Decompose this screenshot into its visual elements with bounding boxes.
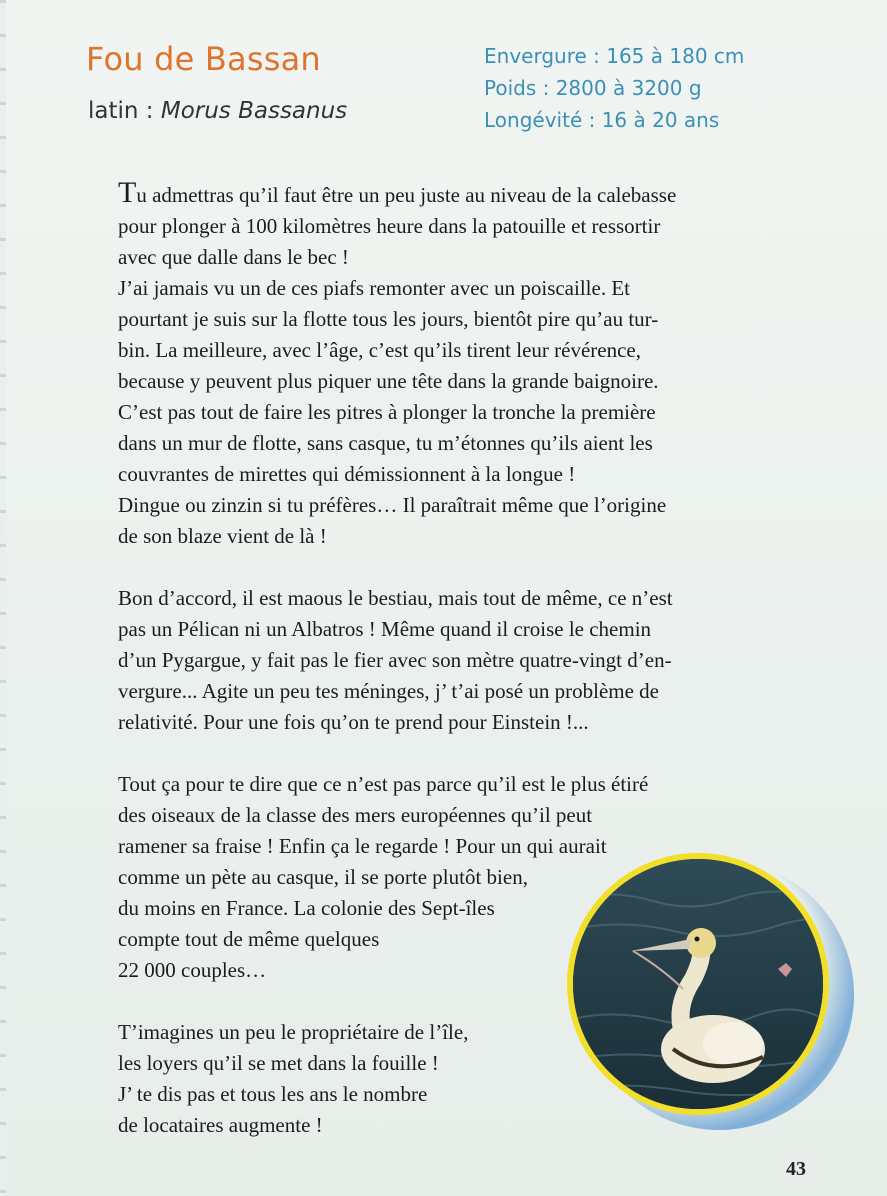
text-line: J’ te dis pas et tous les ans le nombre: [118, 1082, 428, 1106]
drop-cap: T: [118, 176, 137, 209]
gannet-photo: [567, 853, 829, 1115]
text-line: de son blaze vient de là !: [118, 524, 327, 548]
text-line: pour plonger à 100 kilomètres heure dans la patouille et ressortir: [118, 214, 661, 238]
fact-longevity: Longévité : 16 à 20 ans: [484, 108, 720, 132]
text-line: bin. La meilleure, avec l’âge, c’est qu’ils tirent leur révérence,: [118, 338, 641, 362]
paragraph-1: [118, 176, 768, 552]
text-line: ramener sa fraise ! Enfin ça le regarde ! Pour un qui aurait: [118, 834, 607, 858]
page-title: Fou de Bassan: [86, 40, 321, 78]
text-line: d’un Pygargue, y fait pas le fier avec son mètre quatre-vingt d’en-: [118, 648, 672, 672]
text-line: pourtant je suis sur la flotte tous les jours, bientôt pire qu’au tur-: [118, 307, 659, 331]
text-line: du moins en France. La colonie des Sept-îles: [118, 896, 495, 920]
text-line: because y peuvent plus piquer une tête dans la grande baignoire.: [118, 369, 659, 393]
text-line-content: u admettras qu’il faut être un peu juste au niveau de la calebasse: [136, 183, 677, 207]
text-line: Tout ça pour te dire que ce n’est pas parce qu’il est le plus étiré: [118, 772, 649, 796]
text-line: avec que dalle dans le bec !: [118, 245, 349, 269]
text-line: Bon d’accord, il est maous le bestiau, mais tout de même, ce n’est: [118, 586, 673, 610]
binding-edge: [0, 0, 6, 1196]
text-line: comme un pète au casque, il se porte plutôt bien,: [118, 865, 528, 889]
text-line: dans un mur de flotte, sans casque, tu m’étonnes qu’ils aient les: [118, 431, 653, 455]
latin-name-line: [88, 98, 347, 124]
text-line: pas un Pélican ni un Albatros ! Même quand il croise le chemin: [118, 617, 652, 641]
gannet-illustration: [573, 859, 823, 1109]
latin-name: Morus Bassanus: [160, 98, 348, 124]
text-line: compte tout de même quelques: [118, 927, 380, 951]
text-line: vergure... Agite un peu tes méninges, j’ t’ai posé un problème de: [118, 679, 659, 703]
text-line: 22 000 couples…: [118, 958, 267, 982]
text-line: couvrantes de mirettes qui démissionnent à la longue !: [118, 462, 576, 486]
text-line: Dingue ou zinzin si tu préfères… Il paraîtrait même que l’origine: [118, 493, 667, 517]
species-facts: [484, 40, 744, 136]
text-line: des oiseaux de la classe des mers européennes qu’il peut: [118, 803, 593, 827]
text-line: J’ai jamais vu un de ces piafs remonter avec un poiscaille. Et: [118, 276, 630, 300]
latin-label: latin :: [88, 98, 154, 124]
text-line: C’est pas tout de faire les pitres à plonger la tronche la première: [118, 400, 656, 424]
text-line: les loyers qu’il se met dans la fouille !: [118, 1051, 439, 1075]
text-line: de locataires augmente !: [118, 1113, 323, 1137]
fact-wingspan: Envergure : 165 à 180 cm: [484, 44, 745, 68]
fact-weight: Poids : 2800 à 3200 g: [484, 76, 702, 100]
paragraph-2: [118, 583, 768, 738]
text-line: relativité. Pour une fois qu’on te prend pour Einstein !...: [118, 710, 589, 734]
page-number: 43: [786, 1158, 806, 1180]
text-line: [118, 176, 768, 211]
text-line: T’imagines un peu le propriétaire de l’île,: [118, 1020, 469, 1044]
